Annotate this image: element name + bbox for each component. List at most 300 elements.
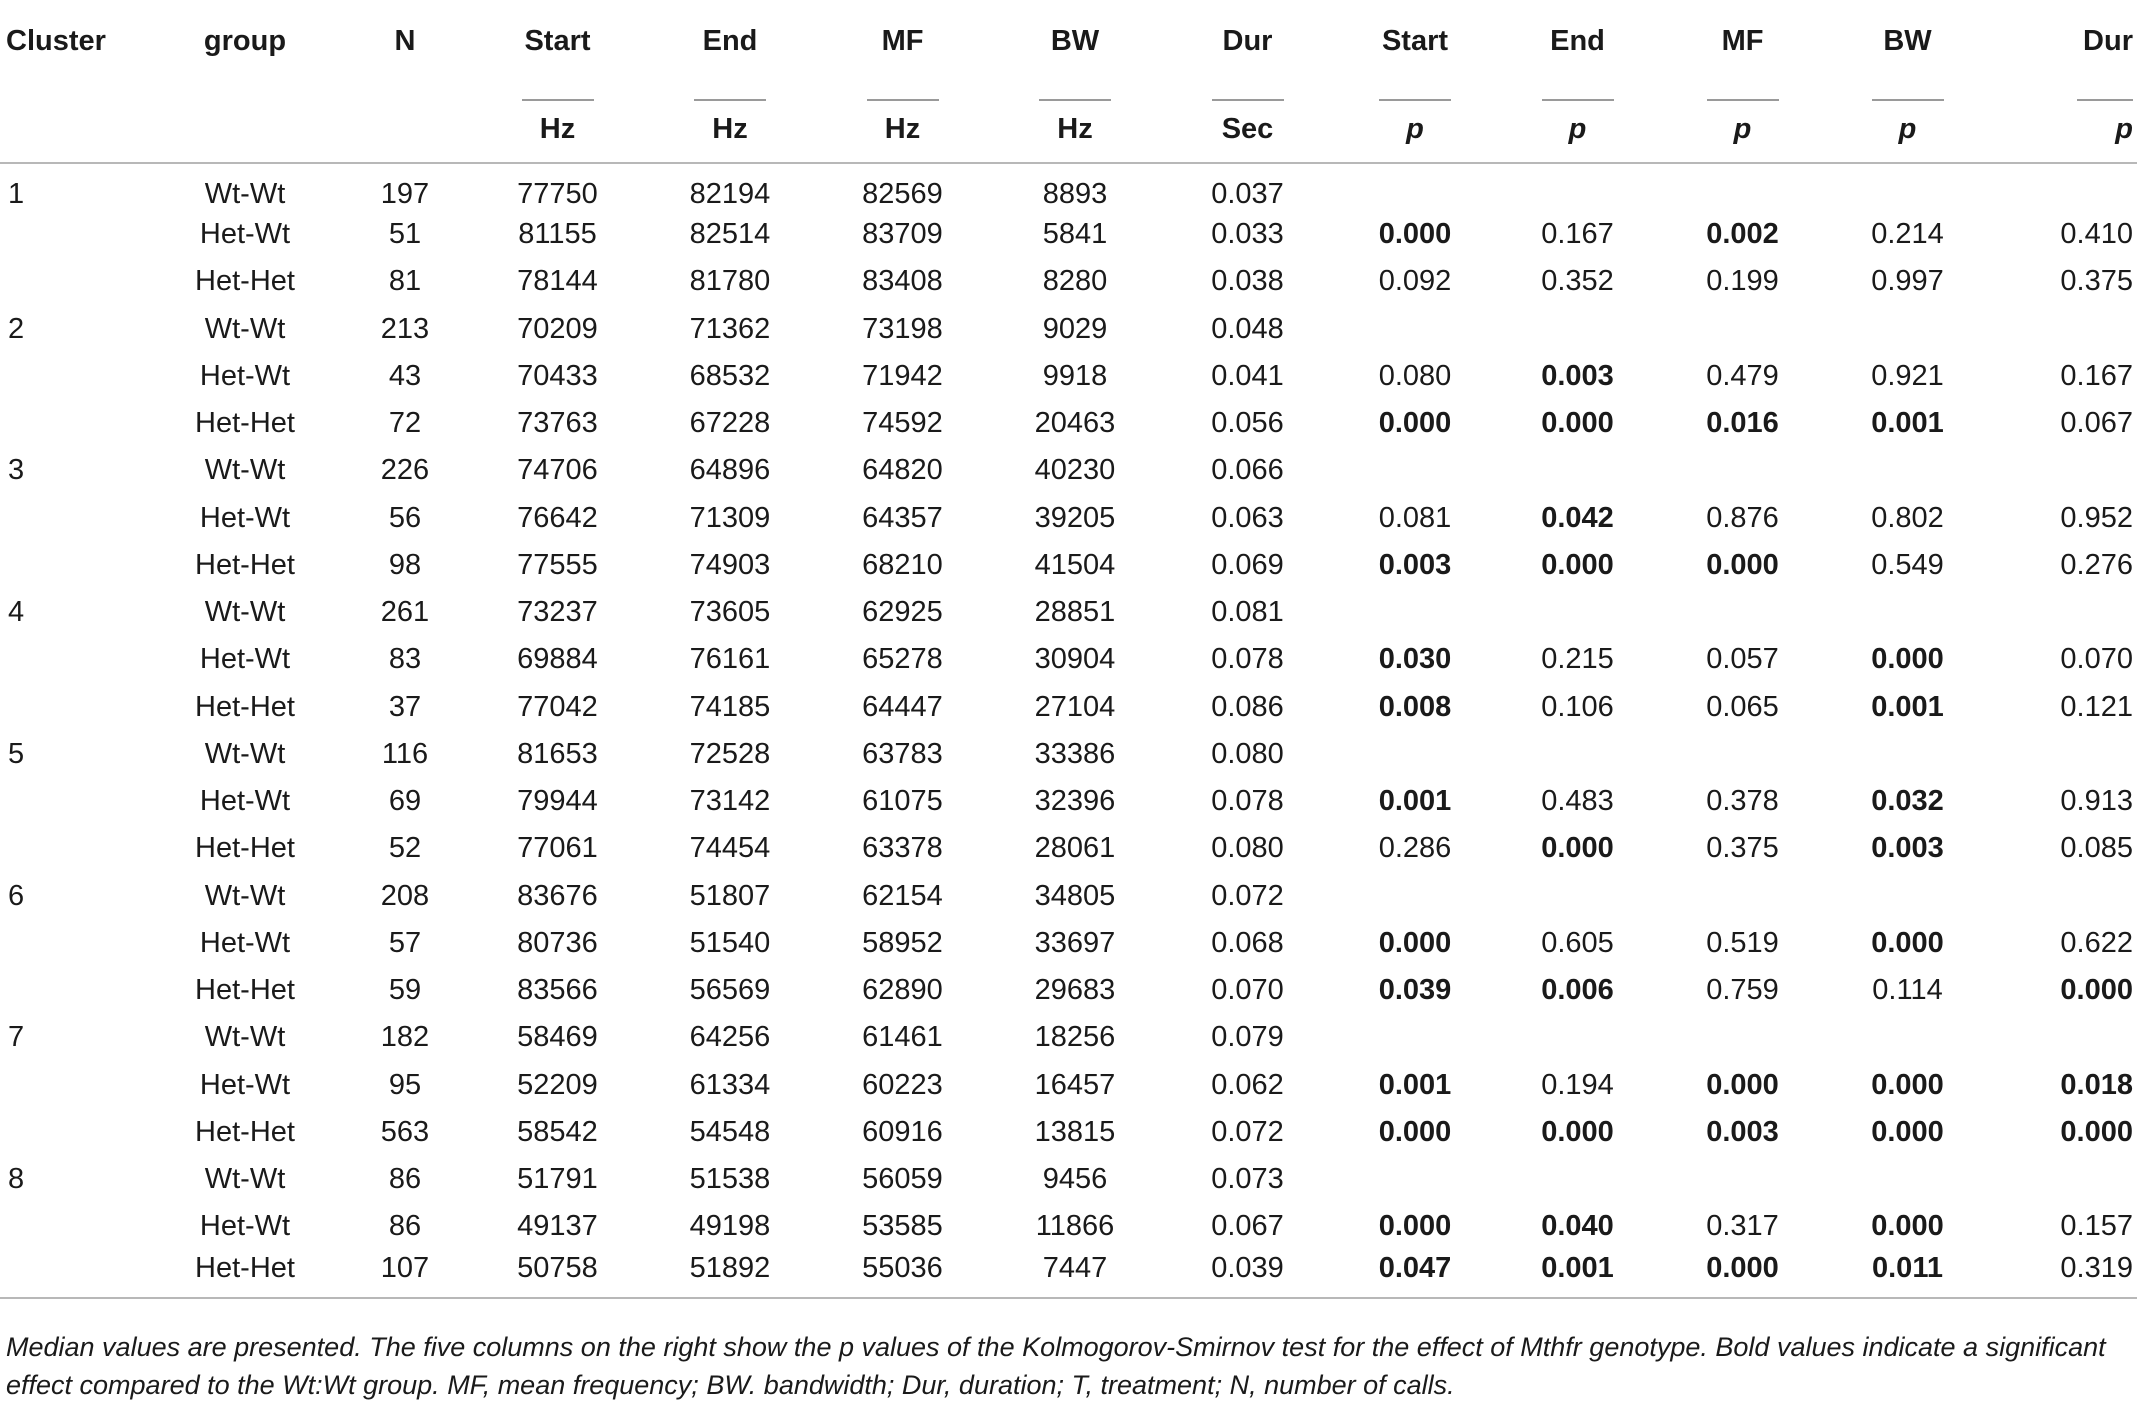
cell-mf: 83709 xyxy=(862,218,943,251)
cell-dur: 0.079 xyxy=(1211,1021,1284,1054)
cell-n: 37 xyxy=(388,690,422,723)
table-row xyxy=(0,873,2137,920)
cell-p-start: 0.039 xyxy=(1378,974,1452,1007)
cell-p-dur xyxy=(1990,447,2137,494)
table-row xyxy=(0,400,2137,447)
cell-p-end: 0.106 xyxy=(1541,690,1614,723)
cell-end: 73142 xyxy=(689,785,771,818)
cell-p-start: 0.080 xyxy=(1378,359,1452,392)
cell-p-end: 0.040 xyxy=(1541,1210,1614,1243)
cell-bw: 40230 xyxy=(1034,454,1116,487)
cell-start: 74706 xyxy=(517,454,598,487)
cell-p-end: 0.042 xyxy=(1541,501,1614,534)
cell-p-dur: 0.070 xyxy=(2060,643,2133,676)
cell-group: Wt-Wt xyxy=(204,1163,286,1196)
unit-p-start-label: p xyxy=(1406,112,1424,145)
cell-p-end: 0.215 xyxy=(1541,643,1614,676)
cell-n: 213 xyxy=(380,312,430,345)
cell-start: 79944 xyxy=(517,785,598,818)
cell-cluster xyxy=(0,211,150,258)
cell-mf: 64357 xyxy=(862,501,943,534)
cell-end: 64896 xyxy=(689,454,771,487)
table-row xyxy=(0,967,2137,1014)
cell-start: 83566 xyxy=(517,974,598,1007)
cell-cluster: 2 xyxy=(8,312,25,345)
cell-dur: 0.073 xyxy=(1211,1163,1284,1196)
cell-bw: 8280 xyxy=(1042,265,1108,298)
cell-p-mf: 0.479 xyxy=(1706,359,1779,392)
cell-cluster xyxy=(0,542,150,589)
cell-bw: 7447 xyxy=(990,1251,1160,1298)
cell-p-start: 0.003 xyxy=(1378,548,1452,581)
cell-end: 72528 xyxy=(689,737,771,770)
cell-p-mf xyxy=(1660,589,1825,636)
unit-end xyxy=(645,82,815,163)
cell-cluster: 4 xyxy=(8,596,25,629)
cell-p-bw: 0.001 xyxy=(1871,407,1944,440)
table-row xyxy=(0,1203,2137,1250)
header-row-labels xyxy=(0,0,2137,82)
cell-p-end: 0.167 xyxy=(1541,218,1614,251)
cell-end: 51892 xyxy=(645,1251,815,1298)
cell-p-bw: 0.114 xyxy=(1872,974,1943,1007)
table-row xyxy=(0,163,2137,211)
header-start: Start xyxy=(524,24,591,57)
header-underline xyxy=(1542,99,1614,101)
cell-dur: 0.063 xyxy=(1211,501,1284,534)
cell-start: 77061 xyxy=(517,832,598,865)
cell-p-mf: 0.057 xyxy=(1706,643,1779,676)
cell-cluster xyxy=(0,636,150,683)
cell-start: 81653 xyxy=(517,737,598,770)
cell-mf: 61075 xyxy=(862,785,943,818)
table-row xyxy=(0,306,2137,353)
table-row xyxy=(0,495,2137,542)
cell-n: 182 xyxy=(380,1021,430,1054)
cell-mf: 71942 xyxy=(862,359,943,392)
cell-mf: 65278 xyxy=(862,643,943,676)
header-row-units xyxy=(0,82,2137,163)
cell-n: 98 xyxy=(388,548,422,581)
cell-mf: 64820 xyxy=(862,454,943,487)
cell-p-mf xyxy=(1660,447,1825,494)
unit-group-empty xyxy=(150,82,340,163)
cell-n: 52 xyxy=(388,832,422,865)
cell-p-bw: 0.000 xyxy=(1871,643,1944,676)
cell-mf: 68210 xyxy=(862,548,943,581)
unit-start xyxy=(470,82,645,163)
cell-n: 226 xyxy=(380,454,430,487)
table-row xyxy=(0,211,2137,258)
cell-dur: 0.080 xyxy=(1211,737,1284,770)
cell-end: 67228 xyxy=(689,407,771,440)
cell-mf: 58952 xyxy=(862,926,943,959)
cell-bw: 30904 xyxy=(1034,643,1116,676)
header-underline xyxy=(694,99,766,101)
header-dur: Dur xyxy=(1222,24,1273,57)
table-row xyxy=(0,731,2137,778)
cell-p-mf: 0.759 xyxy=(1706,974,1779,1007)
cell-mf: 73198 xyxy=(862,312,943,345)
unit-n-empty xyxy=(340,82,470,163)
cell-p-mf: 0.000 xyxy=(1706,1068,1779,1101)
cell-group: Het-Het xyxy=(195,265,295,298)
cell-mf: 60916 xyxy=(862,1115,943,1148)
cell-dur: 0.038 xyxy=(1211,265,1284,298)
cell-bw: 13815 xyxy=(1034,1115,1116,1148)
cell-p-end: 0.194 xyxy=(1541,1068,1614,1101)
cell-start: 83676 xyxy=(517,879,598,912)
cell-p-end: 0.006 xyxy=(1541,974,1614,1007)
cell-p-end: 0.605 xyxy=(1541,926,1614,959)
cell-mf: 61461 xyxy=(862,1021,943,1054)
table-row xyxy=(0,447,2137,494)
cell-group: Wt-Wt xyxy=(204,879,286,912)
cell-p-start xyxy=(1335,589,1495,636)
cell-end: 51538 xyxy=(689,1163,771,1196)
unit-end-label: Hz xyxy=(712,112,748,145)
cell-start: 77555 xyxy=(517,548,598,581)
cell-n: 563 xyxy=(380,1115,430,1148)
cell-bw: 28061 xyxy=(1034,832,1116,865)
cell-n: 59 xyxy=(388,974,422,1007)
cell-bw: 29683 xyxy=(1034,974,1116,1007)
cell-p-end xyxy=(1495,306,1660,353)
cell-n: 43 xyxy=(388,359,422,392)
unit-p-end xyxy=(1495,82,1660,163)
cell-p-end: 0.483 xyxy=(1541,785,1614,818)
cell-p-bw xyxy=(1825,163,1990,211)
cell-mf: 83408 xyxy=(862,265,943,298)
cell-bw: 33697 xyxy=(1034,926,1116,959)
cell-group: Wt-Wt xyxy=(204,1021,286,1054)
cell-cluster xyxy=(0,1062,150,1109)
cell-start: 70209 xyxy=(517,312,598,345)
cell-group: Wt-Wt xyxy=(204,454,286,487)
cell-bw: 9456 xyxy=(1042,1163,1108,1196)
cell-p-start xyxy=(1335,731,1495,778)
cell-p-dur xyxy=(1990,306,2137,353)
cell-p-dur: 0.067 xyxy=(2060,407,2133,440)
cell-bw: 18256 xyxy=(1034,1021,1116,1054)
cell-bw: 9029 xyxy=(1042,312,1108,345)
cell-dur: 0.041 xyxy=(1211,359,1284,392)
cell-end: 68532 xyxy=(689,359,771,392)
cell-p-bw: 0.549 xyxy=(1871,548,1944,581)
unit-p-bw-label: p xyxy=(1898,112,1917,145)
cell-n: 86 xyxy=(388,1210,422,1243)
cell-p-bw: 0.000 xyxy=(1871,1068,1944,1101)
cell-n: 69 xyxy=(388,785,422,818)
cell-cluster xyxy=(0,258,150,305)
cell-p-mf: 0.317 xyxy=(1706,1210,1779,1243)
cell-bw: 32396 xyxy=(1034,785,1116,818)
cell-group: Wt-Wt xyxy=(204,737,286,770)
cell-p-mf: 0.002 xyxy=(1706,218,1779,251)
table-header xyxy=(0,0,2137,163)
cell-p-bw xyxy=(1825,447,1990,494)
table-row xyxy=(0,684,2137,731)
cell-p-mf: 0.003 xyxy=(1706,1115,1779,1148)
cell-group: Het-Het xyxy=(150,1251,340,1298)
cell-p-dur xyxy=(1990,1156,2137,1203)
cell-p-mf xyxy=(1660,731,1825,778)
unit-start-label: Hz xyxy=(539,112,576,145)
cell-dur: 0.068 xyxy=(1211,926,1284,959)
cell-cluster: 7 xyxy=(8,1021,25,1054)
cell-n: 197 xyxy=(380,178,430,210)
cell-n: 107 xyxy=(340,1251,470,1298)
cell-end: 82514 xyxy=(689,218,771,251)
cell-start: 50758 xyxy=(470,1251,645,1298)
cell-p-dur: 0.000 xyxy=(2060,1115,2133,1148)
header-mf: MF xyxy=(881,24,924,57)
cell-p-end: 0.352 xyxy=(1541,265,1614,298)
cell-p-mf xyxy=(1660,306,1825,353)
cell-dur: 0.033 xyxy=(1211,218,1284,251)
cell-p-end xyxy=(1495,447,1660,494)
cell-mf: 82569 xyxy=(862,178,943,210)
header-underline xyxy=(1872,99,1944,101)
cell-cluster xyxy=(0,1251,150,1298)
cell-p-start: 0.000 xyxy=(1378,1115,1452,1148)
cell-p-dur: 0.276 xyxy=(2060,548,2133,581)
cell-p-dur: 0.018 xyxy=(2060,1068,2133,1101)
table-row xyxy=(0,920,2137,967)
cell-group: Het-Wt xyxy=(199,501,291,534)
cell-mf: 62154 xyxy=(862,879,943,912)
cell-p-bw xyxy=(1825,589,1990,636)
cell-cluster xyxy=(0,778,150,825)
cell-start: 80736 xyxy=(517,926,598,959)
table-row xyxy=(0,1251,2137,1298)
cell-mf: 55036 xyxy=(815,1251,990,1298)
cell-dur: 0.072 xyxy=(1211,1115,1284,1148)
unit-p-mf-label: p xyxy=(1733,112,1752,145)
header-underline xyxy=(522,99,594,101)
cell-p-dur xyxy=(1990,589,2137,636)
cell-start: 73237 xyxy=(517,596,598,629)
unit-bw-label: Hz xyxy=(1057,112,1093,145)
header-cluster: Cluster xyxy=(6,24,106,57)
unit-p-dur xyxy=(1990,82,2137,163)
cell-p-bw: 0.214 xyxy=(1871,218,1944,251)
cell-cluster xyxy=(0,353,150,400)
header-underline xyxy=(867,99,939,101)
cell-p-start xyxy=(1335,447,1495,494)
cell-end: 64256 xyxy=(689,1021,771,1054)
cell-cluster: 5 xyxy=(8,737,25,770)
cell-p-start: 0.000 xyxy=(1378,407,1452,440)
cell-start: 69884 xyxy=(517,643,598,676)
cell-bw: 33386 xyxy=(1034,737,1116,770)
cell-p-dur xyxy=(1990,163,2137,211)
unit-p-mf xyxy=(1660,82,1825,163)
cell-start: 49137 xyxy=(517,1210,598,1243)
cell-group: Het-Wt xyxy=(199,785,291,818)
cell-end: 71309 xyxy=(689,501,771,534)
cell-dur: 0.067 xyxy=(1211,1210,1284,1243)
table-row xyxy=(0,1156,2137,1203)
cell-p-start xyxy=(1335,1156,1495,1203)
cell-p-mf: 0.065 xyxy=(1706,690,1779,723)
cell-start: 78144 xyxy=(517,265,598,298)
cell-p-start xyxy=(1335,163,1495,211)
cell-dur: 0.080 xyxy=(1211,832,1284,865)
cell-p-dur: 0.622 xyxy=(2060,926,2133,959)
cell-p-mf: 0.876 xyxy=(1706,501,1779,534)
cell-p-end xyxy=(1495,731,1660,778)
cell-p-end xyxy=(1495,873,1660,920)
cell-group: Het-Het xyxy=(195,690,295,723)
cell-group: Het-Wt xyxy=(199,1068,291,1101)
cell-n: 72 xyxy=(388,407,422,440)
cell-p-bw: 0.003 xyxy=(1871,832,1944,865)
cell-p-mf: 0.519 xyxy=(1706,926,1779,959)
cell-p-start: 0.286 xyxy=(1378,832,1452,865)
cell-p-dur: 0.319 xyxy=(1990,1251,2137,1298)
cell-n: 81 xyxy=(388,265,422,298)
cell-p-dur: 0.085 xyxy=(2060,832,2133,865)
cell-p-mf: 0.000 xyxy=(1706,548,1779,581)
cell-p-start: 0.000 xyxy=(1378,926,1452,959)
cell-p-mf: 0.000 xyxy=(1660,1251,1825,1298)
header-underline xyxy=(1707,99,1779,101)
cell-dur: 0.066 xyxy=(1211,454,1284,487)
cell-bw: 5841 xyxy=(1042,218,1108,251)
cell-group: Wt-Wt xyxy=(204,178,286,210)
cell-mf: 63783 xyxy=(862,737,943,770)
cell-n: 83 xyxy=(388,643,422,676)
cell-dur: 0.037 xyxy=(1211,178,1284,210)
cell-p-start: 0.092 xyxy=(1378,265,1452,298)
cell-dur: 0.069 xyxy=(1211,548,1284,581)
cell-p-dur xyxy=(1990,873,2137,920)
cell-mf: 60223 xyxy=(862,1068,943,1101)
cell-p-dur: 0.410 xyxy=(2060,218,2133,251)
cell-group: Het-Het xyxy=(195,407,295,440)
cell-p-bw xyxy=(1825,306,1990,353)
cell-p-end xyxy=(1495,589,1660,636)
cell-p-end: 0.001 xyxy=(1495,1251,1660,1298)
cell-mf: 56059 xyxy=(862,1163,943,1196)
cell-p-bw: 0.000 xyxy=(1871,1115,1944,1148)
table-row xyxy=(0,636,2137,683)
cell-start: 58469 xyxy=(517,1021,598,1054)
cell-p-end xyxy=(1495,1156,1660,1203)
unit-bw xyxy=(990,82,1160,163)
cell-p-bw: 0.997 xyxy=(1871,265,1944,298)
cell-p-mf xyxy=(1660,1156,1825,1203)
cell-p-start xyxy=(1335,873,1495,920)
cell-end: 82194 xyxy=(689,178,771,210)
cell-start: 81155 xyxy=(518,218,597,251)
cell-p-start xyxy=(1335,306,1495,353)
cell-bw: 39205 xyxy=(1034,501,1116,534)
cell-end: 73605 xyxy=(689,596,771,629)
cell-p-bw: 0.001 xyxy=(1871,690,1944,723)
cell-end: 71362 xyxy=(689,312,771,345)
cell-group: Wt-Wt xyxy=(204,312,286,345)
cell-bw: 11866 xyxy=(1035,1210,1115,1243)
table-row xyxy=(0,542,2137,589)
cell-p-start xyxy=(1335,1014,1495,1061)
table-body xyxy=(0,163,2137,1298)
cell-mf: 64447 xyxy=(862,690,943,723)
cell-p-dur xyxy=(1990,731,2137,778)
table-row xyxy=(0,825,2137,872)
cell-mf: 62925 xyxy=(862,596,943,629)
cell-p-end: 0.000 xyxy=(1541,1115,1614,1148)
cell-cluster xyxy=(0,967,150,1014)
cell-p-bw: 0.000 xyxy=(1871,1210,1944,1243)
cell-p-bw xyxy=(1825,1156,1990,1203)
cell-p-start: 0.001 xyxy=(1378,1068,1452,1101)
table-row xyxy=(0,1014,2137,1061)
cell-n: 208 xyxy=(380,879,430,912)
cell-p-start: 0.030 xyxy=(1378,643,1452,676)
cell-p-bw: 0.000 xyxy=(1871,926,1944,959)
header-group: group xyxy=(203,24,287,57)
cell-group: Het-Het xyxy=(195,832,295,865)
unit-p-end-label: p xyxy=(1568,112,1587,145)
cell-bw: 20463 xyxy=(1034,407,1116,440)
cell-p-bw: 0.011 xyxy=(1825,1251,1990,1298)
table-row xyxy=(0,778,2137,825)
cell-p-mf: 0.016 xyxy=(1706,407,1779,440)
cell-group: Het-Het xyxy=(195,548,295,581)
header-p-bw: BW xyxy=(1883,24,1932,57)
cell-cluster xyxy=(0,825,150,872)
cell-p-mf xyxy=(1660,1014,1825,1061)
unit-cluster-empty xyxy=(0,82,150,163)
cell-end: 74903 xyxy=(689,548,771,581)
unit-mf xyxy=(815,82,990,163)
cell-cluster: 6 xyxy=(8,879,25,912)
cell-p-mf: 0.378 xyxy=(1706,785,1779,818)
cell-dur: 0.056 xyxy=(1211,407,1284,440)
cell-p-end xyxy=(1495,163,1660,211)
cell-start: 76642 xyxy=(517,501,598,534)
cell-p-bw xyxy=(1825,731,1990,778)
cell-p-dur: 0.167 xyxy=(2060,359,2133,392)
table-row xyxy=(0,589,2137,636)
header-bw: BW xyxy=(1050,24,1100,57)
unit-p-bw xyxy=(1825,82,1990,163)
cell-start: 70433 xyxy=(517,359,598,392)
cell-mf: 74592 xyxy=(862,407,943,440)
cell-mf: 62890 xyxy=(862,974,943,1007)
cell-p-end: 0.003 xyxy=(1541,359,1614,392)
cell-bw: 28851 xyxy=(1034,596,1116,629)
cell-start: 77042 xyxy=(517,690,598,723)
cell-n: 116 xyxy=(381,737,429,770)
cell-start: 77750 xyxy=(517,178,598,210)
cell-end: 76161 xyxy=(689,643,771,676)
cell-start: 58542 xyxy=(517,1115,598,1148)
cell-p-mf xyxy=(1660,873,1825,920)
cell-cluster: 3 xyxy=(8,454,25,487)
cell-p-dur xyxy=(1990,1014,2137,1061)
cell-p-start: 0.081 xyxy=(1378,501,1452,534)
cell-end: 51540 xyxy=(689,926,771,959)
cell-group: Het-Het xyxy=(195,1115,295,1148)
cell-dur: 0.078 xyxy=(1211,643,1284,676)
unit-mf-label: Hz xyxy=(884,112,921,145)
cell-cluster xyxy=(0,400,150,447)
cell-end: 49198 xyxy=(689,1210,771,1243)
cell-end: 74185 xyxy=(689,690,771,723)
